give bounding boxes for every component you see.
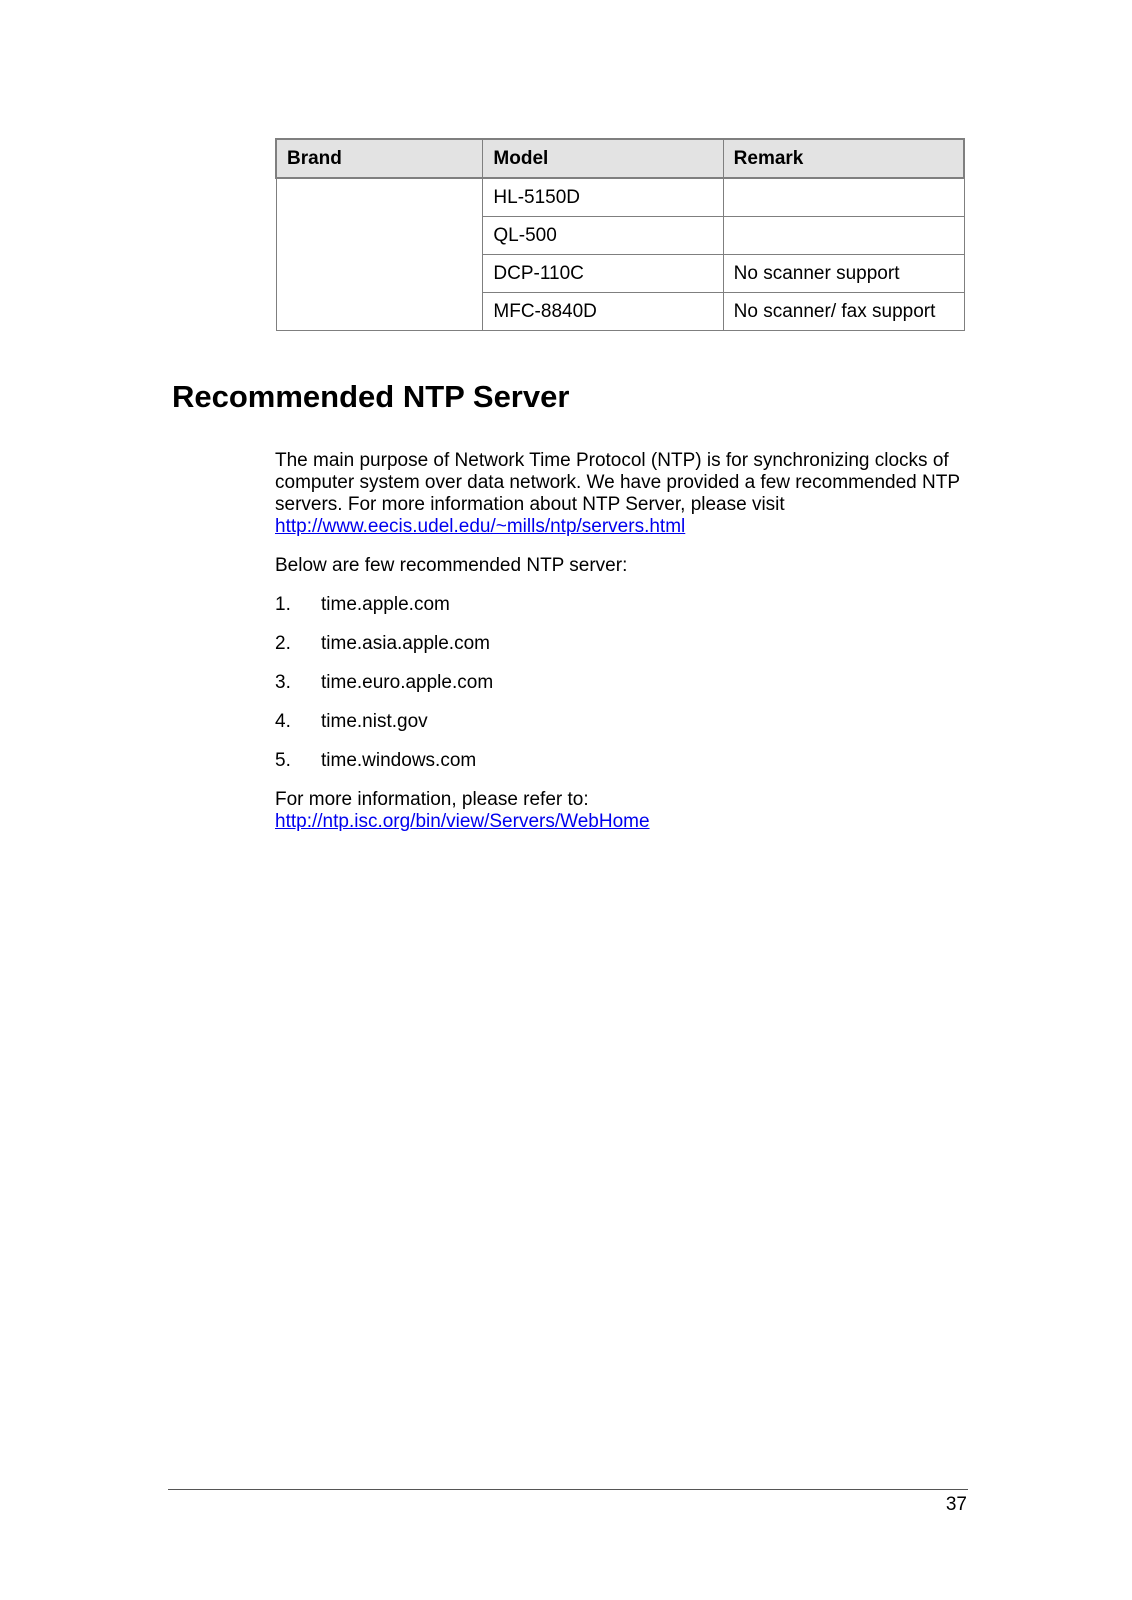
- header-model: Model: [483, 139, 723, 178]
- server-host: time.euro.apple.com: [321, 672, 494, 693]
- ntp-isc-link[interactable]: http://ntp.isc.org/bin/view/Servers/WebHome: [275, 811, 650, 832]
- more-info-text: For more information, please refer to:: [275, 789, 589, 810]
- model-cell: QL-500: [483, 217, 723, 255]
- printer-compatibility-table: [275, 138, 965, 331]
- server-host: time.nist.gov: [321, 711, 428, 732]
- section-heading: Recommended NTP Server: [172, 379, 570, 414]
- header-remark: Remark: [723, 139, 964, 178]
- more-info-paragraph: [275, 789, 975, 833]
- list-item: [275, 750, 975, 772]
- list-number: 3.: [275, 672, 291, 693]
- list-item: [275, 711, 975, 733]
- header-brand: Brand: [276, 139, 483, 178]
- remark-cell: No scanner support: [723, 255, 964, 293]
- section-content: [275, 450, 975, 833]
- table-row: [276, 178, 964, 217]
- model-cell: HL-5150D: [483, 178, 723, 217]
- ntp-servers-link[interactable]: http://www.eecis.udel.edu/~mills/ntp/servers.html: [275, 516, 686, 537]
- list-number: 2.: [275, 633, 291, 654]
- list-number: 5.: [275, 750, 291, 771]
- remark-cell: [723, 178, 964, 217]
- model-cell: DCP-110C: [483, 255, 723, 293]
- page-number: 37: [945, 1494, 967, 1515]
- list-item: [275, 594, 975, 616]
- server-host: time.windows.com: [321, 750, 477, 771]
- table-header-row: [276, 139, 964, 178]
- list-number: 4.: [275, 711, 291, 732]
- list-item: [275, 672, 975, 694]
- list-item: [275, 633, 975, 655]
- model-cell: MFC-8840D: [483, 293, 723, 331]
- remark-cell: [723, 217, 964, 255]
- server-host: time.asia.apple.com: [321, 633, 490, 654]
- below-paragraph: Below are few recommended NTP server:: [275, 555, 628, 576]
- list-number: 1.: [275, 594, 291, 615]
- intro-paragraph: [275, 450, 975, 538]
- ntp-server-list: [275, 594, 975, 772]
- footer-divider: [168, 1489, 968, 1490]
- intro-text: The main purpose of Network Time Protocol (NTP) is for synchronizing clocks of computer system over data network. We have provided a few recommended NTP servers. For more information about NTP Server, please visit: [275, 450, 960, 515]
- brand-cell: [276, 178, 483, 331]
- server-host: time.apple.com: [321, 594, 450, 615]
- remark-cell: No scanner/ fax support: [723, 293, 964, 331]
